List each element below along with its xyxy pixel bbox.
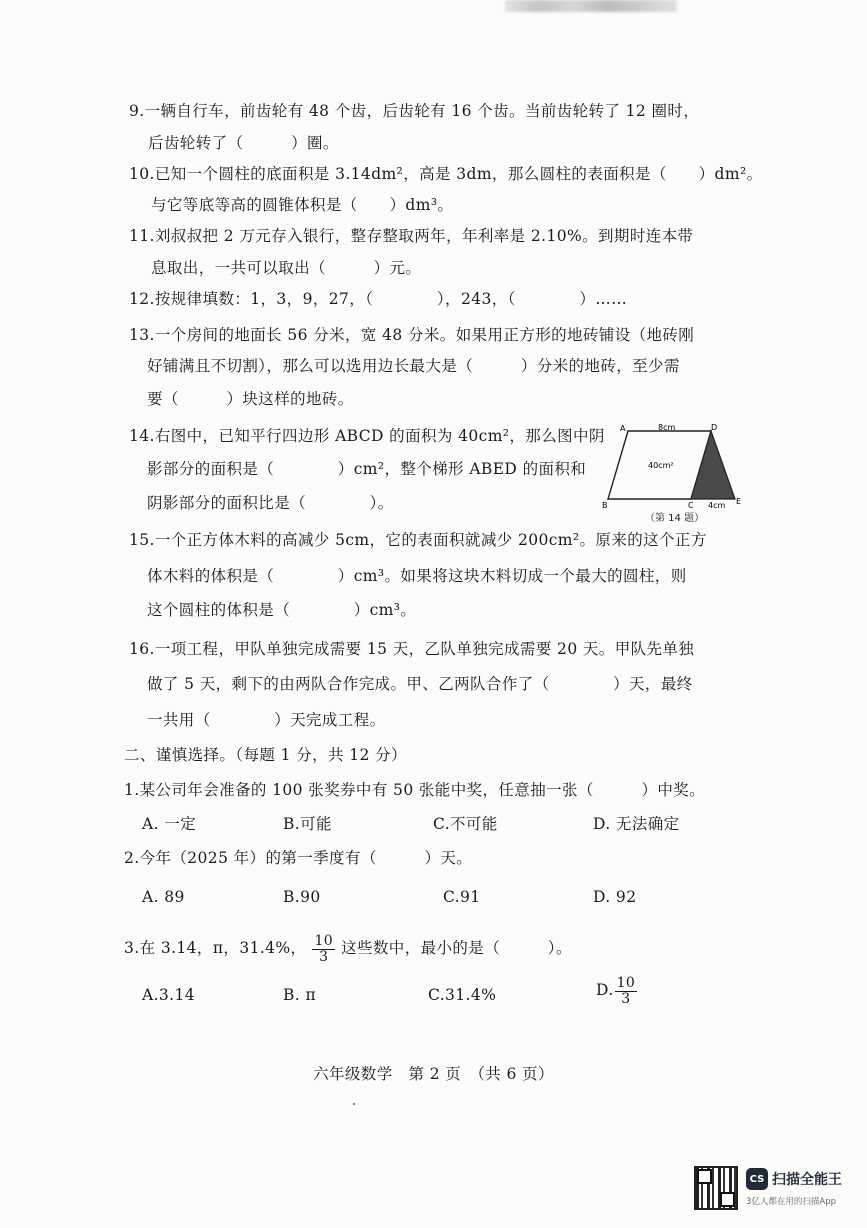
scan-dot xyxy=(353,1103,355,1105)
option-d-fraction xyxy=(615,976,638,1007)
q14-line2: 影部分的面积是（ ）cm²，整个梯形 ABED 的面积和 xyxy=(147,460,587,478)
section-two-heading: 二、谨慎选择。（每题 1 分，共 12 分） xyxy=(124,746,407,764)
q15-line2: 体木料的体积是（ ）cm³。如果将这块木料切成一个最大的圆柱，则 xyxy=(147,567,687,585)
option-d-denominator: 3 xyxy=(621,990,631,1007)
q13-line3: 要（ ）块这样的地砖。 xyxy=(147,390,354,408)
fraction-ten-thirds xyxy=(312,934,335,965)
mc-q1-option-c: C.不可能 xyxy=(433,815,498,833)
mc-q1: 1.某公司年会准备的 100 张奖券中有 50 张能中奖，任意抽一张（ ）中奖。 xyxy=(124,781,706,799)
label-top-length: 8cm xyxy=(658,423,676,432)
q10-line1: 10.已知一个圆柱的底面积是 3.14dm²，高是 3dm，那么圆柱的表面积是（ ）dm²。 xyxy=(129,165,763,183)
mc-q2-option-b: B.90 xyxy=(283,888,321,906)
fraction-numerator: 10 xyxy=(314,932,334,949)
camscanner-slogan: 3亿人都在用的扫描App xyxy=(746,1197,837,1207)
mc-q3-option-d xyxy=(596,970,643,1010)
q13-line1: 13.一个房间的地面长 56 分米，宽 48 分米。如果用正方形的地砖铺设（地砖刚 xyxy=(129,326,695,344)
label-b: B xyxy=(602,501,608,510)
q12-line: 12.按规律填数：1，3，9，27，（ ），243，（ ）…… xyxy=(129,290,628,308)
q10-line2: 与它等底等高的圆锥体积是（ ）dm³。 xyxy=(151,196,454,214)
q14-line1: 14.右图中，已知平行四边形 ABCD 的面积为 40cm²，那么图中阴 xyxy=(129,427,605,445)
mc-q3 xyxy=(124,928,572,968)
label-ce-length: 4cm xyxy=(708,501,726,510)
mc-q1-option-a: A. 一定 xyxy=(142,815,197,833)
mc-q2-option-a: A. 89 xyxy=(142,888,185,906)
mc-q1-option-b: B.可能 xyxy=(283,815,332,833)
q15-line1: 15.一个正方体木料的高减少 5cm，它的表面积就减少 200cm²。原来的这个正方 xyxy=(129,531,707,549)
label-d: D xyxy=(711,423,718,432)
q16-line1: 16.一项工程，甲队单独完成需要 15 天，乙队单独完成需要 20 天。甲队先单独 xyxy=(129,640,695,658)
page-footer: 六年级数学 第 2 页 （共 6 页） xyxy=(313,1065,554,1083)
q16-line3: 一共用（ ）天完成工程。 xyxy=(147,711,386,729)
scanner-watermark xyxy=(694,1164,854,1220)
camscanner-brand: 扫描全能王 xyxy=(772,1172,842,1188)
qr-code-icon xyxy=(694,1166,738,1210)
q14-line3: 阴影部分的面积比是（ ）。 xyxy=(147,494,394,512)
scan-edge-smudge xyxy=(505,0,677,12)
mc-q3-text-end: 这些数中，最小的是（ ）。 xyxy=(341,939,572,957)
q15-line3: 这个圆柱的体积是（ ）cm³。 xyxy=(147,601,417,619)
q16-line2: 做了 5 天，剩下的由两队合作完成。甲、乙两队合作了（ ）天，最终 xyxy=(147,675,693,693)
mc-q3-text-start: 3.在 3.14，π，31.4%， xyxy=(124,939,307,957)
mc-q2: 2.今年（2025 年）的第一季度有（ ）天。 xyxy=(124,849,473,867)
mc-q3-option-d-label: D. xyxy=(596,981,614,999)
trapezoid-figure xyxy=(598,421,748,511)
figure14-caption: （第 14 题） xyxy=(645,513,705,524)
mc-q3-option-c: C.31.4% xyxy=(428,986,497,1004)
option-d-numerator: 10 xyxy=(616,974,636,991)
mc-q2-option-c: C.91 xyxy=(443,888,481,906)
label-area: 40cm² xyxy=(648,461,674,470)
mc-q3-option-b: B. π xyxy=(283,986,317,1004)
label-a: A xyxy=(620,424,626,433)
q9-line1: 9.一辆自行车，前齿轮有 48 个齿，后齿轮有 16 个齿。当前齿轮转了 12 圈时， xyxy=(129,102,700,120)
label-e: E xyxy=(736,497,742,506)
q11-line2: 息取出，一共可以取出（ ）元。 xyxy=(151,259,422,277)
fraction-denominator: 3 xyxy=(319,948,329,965)
label-c: C xyxy=(688,501,694,510)
q11-line1: 11.刘叔叔把 2 万元存入银行，整存整取两年，年利率是 2.10%。到期时连本带 xyxy=(129,227,694,245)
mc-q2-option-d: D. 92 xyxy=(593,888,637,906)
mc-q3-option-a: A.3.14 xyxy=(142,986,196,1004)
shaded-triangle xyxy=(691,431,735,499)
camscanner-logo: CS xyxy=(746,1168,768,1190)
q13-line2: 好铺满且不切割），那么可以选用边长最大是（ ）分米的地砖，至少需 xyxy=(147,357,680,375)
mc-q1-option-d: D. 无法确定 xyxy=(593,815,680,833)
q9-line2: 后齿轮转了（ ）圈。 xyxy=(148,134,339,152)
